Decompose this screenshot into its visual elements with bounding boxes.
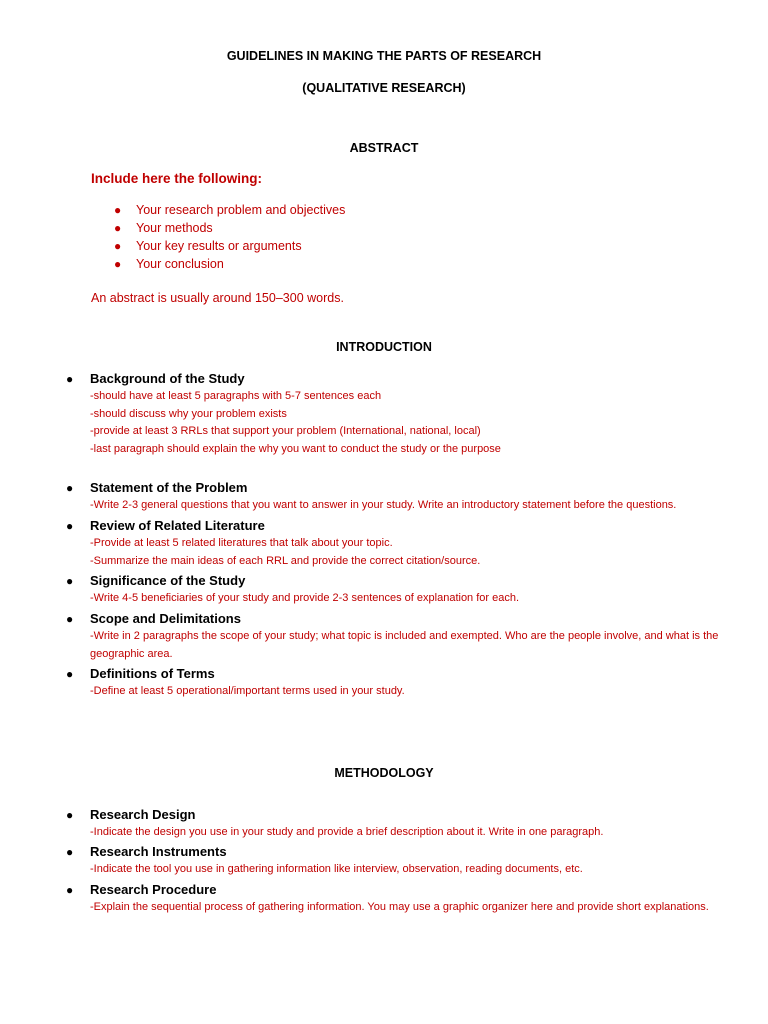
description-line: -Provide at least 5 related literatures that talk about your topic. bbox=[90, 537, 393, 549]
abstract-include-title: Include here the following: bbox=[91, 171, 263, 186]
methodology-item bbox=[66, 843, 736, 879]
methodology-item bbox=[66, 806, 736, 842]
item-title: Definitions of Terms bbox=[90, 666, 215, 681]
introduction-item bbox=[66, 479, 736, 515]
bullet-icon: ● bbox=[66, 883, 74, 897]
item-title: Research Instruments bbox=[90, 844, 227, 859]
abstract-bullet-list bbox=[114, 201, 345, 273]
methodology-item bbox=[66, 881, 736, 917]
item-title: Background of the Study bbox=[90, 371, 245, 386]
bullet-icon: ● bbox=[66, 845, 74, 859]
introduction-item bbox=[66, 370, 736, 458]
item-description bbox=[90, 683, 736, 701]
bullet-icon: ● bbox=[114, 203, 122, 217]
item-description bbox=[90, 535, 736, 570]
list-item-text: Your research problem and objectives bbox=[136, 203, 346, 217]
introduction-item bbox=[66, 572, 736, 608]
list-item bbox=[114, 237, 345, 255]
abstract-note: An abstract is usually around 150–300 words. bbox=[91, 291, 344, 305]
item-description bbox=[90, 388, 736, 458]
bullet-icon: ● bbox=[66, 574, 74, 588]
bullet-icon: ● bbox=[66, 372, 74, 386]
description-line: -should have at least 5 paragraphs with 5-7 sentences each bbox=[90, 390, 382, 402]
list-item-text: Your conclusion bbox=[136, 257, 224, 271]
list-item bbox=[114, 255, 345, 273]
methodology-heading: METHODOLOGY bbox=[334, 766, 434, 780]
list-item-text: Your key results or arguments bbox=[136, 239, 302, 253]
introduction-item bbox=[66, 665, 736, 701]
list-item bbox=[114, 201, 345, 219]
bullet-icon: ● bbox=[66, 612, 74, 626]
introduction-heading: INTRODUCTION bbox=[336, 340, 432, 354]
description-line: -Summarize the main ideas of each RRL and provide the correct citation/source. bbox=[90, 554, 481, 567]
list-item-text: Your methods bbox=[136, 221, 213, 235]
item-title: Significance of the Study bbox=[90, 573, 246, 588]
description-line: -Write 2-3 general questions that you want to answer in your study. Write an introductory statement before the questions. bbox=[90, 499, 677, 511]
description-line: -Indicate the design you use in your study and provide a brief description about it. Write in one paragraph. bbox=[90, 826, 604, 838]
item-description bbox=[90, 628, 736, 663]
description-line: -should discuss why your problem exists bbox=[90, 407, 287, 420]
item-description bbox=[90, 899, 736, 917]
item-title: Research Procedure bbox=[90, 882, 217, 897]
description-line: -Write in 2 paragraphs the scope of your study; what topic is included and exempted. Who are the people involve, and what is the geographic area. bbox=[90, 630, 719, 660]
bullet-icon: ● bbox=[114, 257, 122, 271]
document-subtitle: (QUALITATIVE RESEARCH) bbox=[302, 81, 466, 95]
bullet-icon: ● bbox=[114, 221, 122, 235]
bullet-icon: ● bbox=[114, 239, 122, 253]
item-description bbox=[90, 824, 736, 842]
item-description bbox=[90, 497, 736, 515]
description-line: -last paragraph should explain the why you want to conduct the study or the purpose bbox=[90, 442, 501, 455]
bullet-icon: ● bbox=[66, 481, 74, 495]
description-line: -Explain the sequential process of gathering information. You may use a graphic organizer here and provide short explanations. bbox=[90, 901, 709, 913]
list-item bbox=[114, 219, 345, 237]
bullet-icon: ● bbox=[66, 519, 74, 533]
document-title: GUIDELINES IN MAKING THE PARTS OF RESEARCH bbox=[226, 49, 542, 63]
item-title: Statement of the Problem bbox=[90, 480, 248, 495]
item-title: Review of Related Literature bbox=[90, 518, 265, 533]
item-title: Research Design bbox=[90, 807, 196, 822]
item-title: Scope and Delimitations bbox=[90, 611, 241, 626]
bullet-icon: ● bbox=[66, 667, 74, 681]
description-line: -Define at least 5 operational/important terms used in your study. bbox=[90, 685, 405, 697]
item-description bbox=[90, 861, 736, 879]
introduction-item bbox=[66, 517, 736, 570]
bullet-icon: ● bbox=[66, 808, 74, 822]
description-line: -Indicate the tool you use in gathering information like interview, observation, reading documents, etc. bbox=[90, 863, 583, 875]
description-line: -provide at least 3 RRLs that support your problem (International, national, local) bbox=[90, 425, 481, 437]
description-line: -Write 4-5 beneficiaries of your study and provide 2-3 sentences of explanation for each. bbox=[90, 592, 520, 604]
introduction-item bbox=[66, 610, 736, 663]
abstract-heading: ABSTRACT bbox=[349, 141, 419, 155]
item-description bbox=[90, 590, 736, 608]
